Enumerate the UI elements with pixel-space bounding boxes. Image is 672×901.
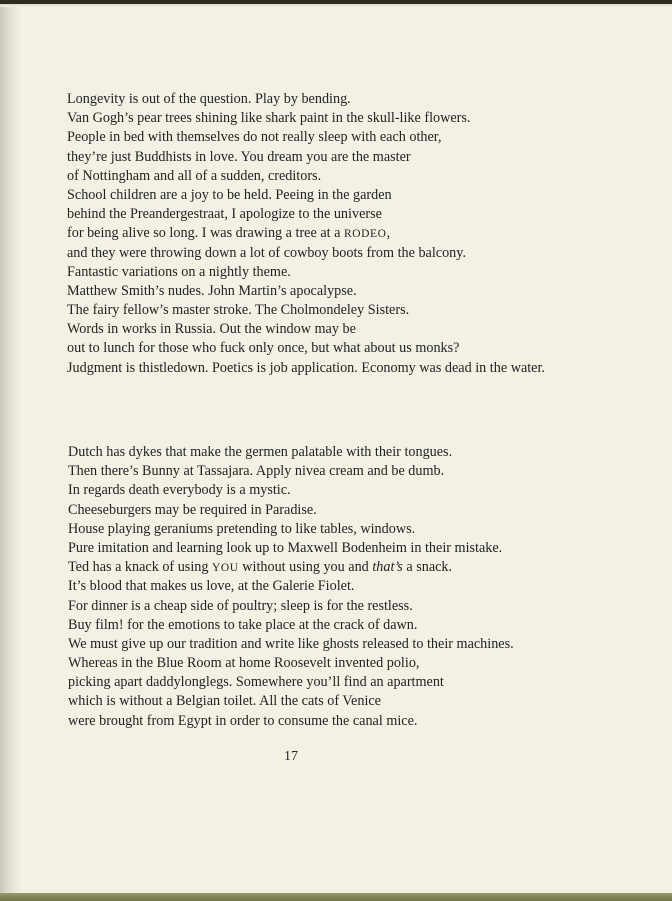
poem-line: The fairy fellow’s master stroke. The Cholmondeley Sisters.	[67, 302, 410, 319]
poem-line-text: Ted has a knack of using	[68, 559, 212, 576]
poem-line: Then there’s Bunny at Tassajara. Apply nivea cream and be dumb.	[68, 463, 445, 480]
poem-line: picking apart daddylonglegs. Somewhere you’ll find an apartment	[68, 674, 444, 691]
small-caps-word: YOU	[212, 562, 239, 575]
poem-line: out to lunch for those who fuck only once, but what about us monks?	[67, 340, 460, 357]
poem-line	[68, 558, 514, 577]
book-page	[0, 4, 672, 893]
poem-line: We must give up our tradition and write like ghosts released to their machines.	[68, 635, 514, 652]
poem-line: were brought from Egypt in order to consume the canal mice.	[68, 712, 418, 729]
poem-line: Pure imitation and learning look up to Maxwell Bodenheim in their mistake.	[68, 539, 503, 556]
poem-line: Words in works in Russia. Out the window may be	[67, 321, 356, 338]
poem-line: they’re just Buddhists in love. You dream you are the master	[67, 148, 411, 165]
poem-line: In regards death everybody is a mystic.	[68, 482, 291, 499]
small-caps-word: RODEO	[343, 228, 387, 241]
poem-line: which is without a Belgian toilet. All the cats of Venice	[68, 693, 381, 710]
poem-line: People in bed with themselves do not really sleep with each other,	[67, 129, 442, 146]
poem-line: For dinner is a cheap side of poultry; sleep is for the restless.	[68, 597, 413, 614]
italic-word: that’s	[372, 559, 403, 576]
page-top-edge	[0, 4, 672, 7]
poem-line: House playing geraniums pretending to like tables, windows.	[68, 520, 416, 537]
poem-line: behind the Preandergestraat, I apologize to the universe	[67, 206, 382, 223]
poem-line: and they were throwing down a lot of cowboy boots from the balcony.	[67, 244, 466, 261]
poem-line-text: for being alive so long. I was drawing a tree at a	[67, 225, 344, 242]
poem-line-text: without using you and	[238, 559, 373, 576]
poem-line: School children are a joy to be held. Peeing in the garden	[67, 186, 392, 203]
poem-line: Fantastic variations on a nightly theme.	[67, 263, 291, 280]
poem-line	[67, 224, 545, 243]
poem-line: Matthew Smith’s nudes. John Martin’s apocalypse.	[67, 282, 357, 299]
poem-stanza-1	[67, 90, 545, 378]
poem-line-text: ,	[386, 225, 391, 242]
poem-line-text: a snack.	[402, 559, 453, 576]
poem-line: Van Gogh’s pear trees shining like shark paint in the skull-like flowers.	[67, 110, 471, 127]
poem-line: Whereas in the Blue Room at home Roosevelt invented polio,	[68, 655, 420, 672]
book-cover-edge	[0, 893, 672, 901]
poem-line: Buy film! for the emotions to take place at the crack of dawn.	[68, 616, 418, 633]
poem-line: of Nottingham and all of a sudden, creditors.	[67, 167, 322, 184]
poem-line: It’s blood that makes us love, at the Galerie Fiolet.	[68, 578, 355, 595]
poem-stanza-2	[68, 443, 514, 731]
poem-line: Longevity is out of the question. Play by bending.	[67, 91, 351, 107]
poem-line: Cheeseburgers may be required in Paradise.	[68, 501, 317, 518]
poem-line: Dutch has dykes that make the germen palatable with their tongues.	[68, 444, 453, 460]
page-number: 17	[284, 749, 298, 764]
poem-line: Judgment is thistledown. Poetics is job application. Economy was dead in the water.	[67, 359, 545, 376]
